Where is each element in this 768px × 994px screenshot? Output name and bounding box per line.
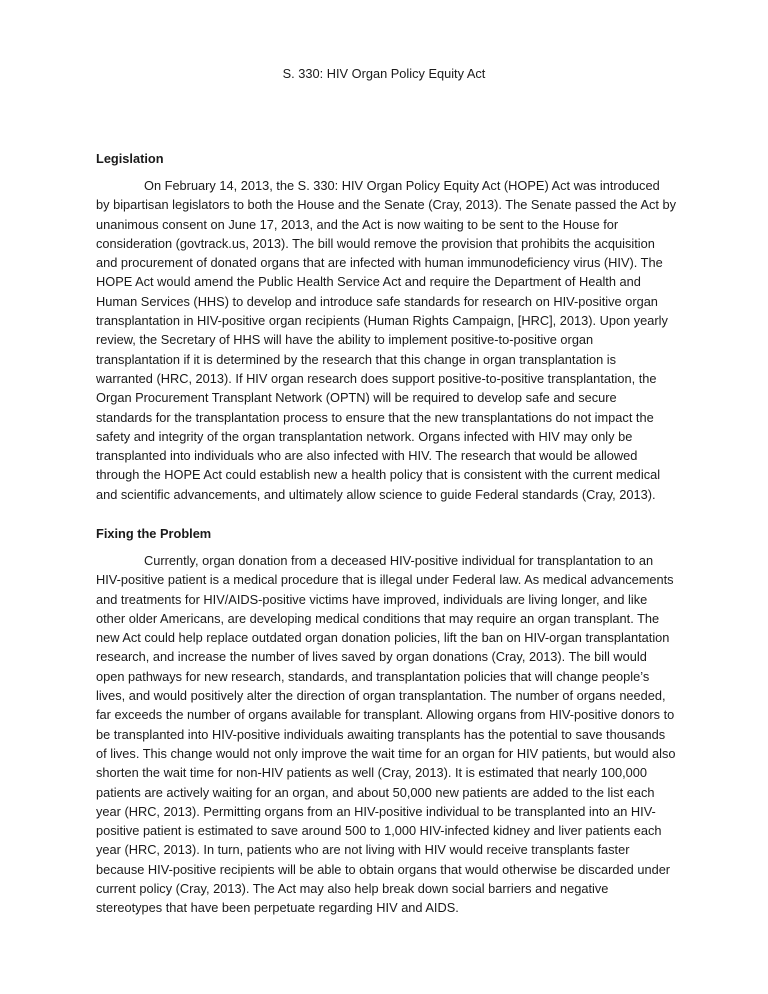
section-heading-legislation: Legislation	[96, 151, 164, 166]
section-body-fixing-the-problem: Currently, organ donation from a deceased HIV-positive individual for transplantation to an HIV-positive patient is a medical procedure that is illegal under Federal law. As medical advancements and treatments for HIV/AIDS-positive victims have improved, individuals are living longer, and like other older Americans, are developing medical conditions that may require an organ transplant. The new Act could help replace outdated organ donation policies, lift the ban on HIV-organ transplantation research, and increase the number of lives saved by organ donations (Cray, 2013). The bill would open pathways for new research, standards, and transplantation policies that will change people’s lives, and would positively alter the direction of organ transplantation. The number of organs needed, far exceeds the number of organs available for transplant. Allowing organs from HIV-positive donors to be transplanted into HIV-positive individuals awaiting transplants has the potential to save thousands of lives. This change would not only improve the wait time for an organ for HIV patients, but would also shorten the wait time for non-HIV patients as well (Cray, 2013). It is estimated that nearly 100,000 patients are actively waiting for an organ, and about 50,000 new patients are added to the list each year (HRC, 2013). Permitting organs from an HIV-positive individual to be transplanted into an HIV-positive patient is estimated to save around 500 to 1,000 HIV-infected kidney and liver patients each year (HRC, 2013). In turn, patients who are not living with HIV would receive transplants faster because HIV-positive recipients will be able to obtain organs that would otherwise be discarded under current policy (Cray, 2013). The Act may also help break down social barriers and negative stereotypes that have been perpetuate regarding HIV and AIDS.	[96, 553, 676, 916]
section-heading-fixing-the-problem: Fixing the Problem	[96, 526, 212, 541]
section-body-legislation: On February 14, 2013, the S. 330: HIV Organ Policy Equity Act (HOPE) Act was introduced by bipartisan legislators to both the House and the Senate (Cray, 2013). The Senate passed the Act by unanimous consent on June 17, 2013, and the Act is now waiting to be sent to the House for consideration (govtrack.us, 2013). The bill would remove the provision that prohibits the acquisition and procurement of donated organs that are infected with human immunodeficiency virus (HIV). The HOPE Act would amend the Public Health Service Act and require the Department of Health and Human Services (HHS) to develop and introduce safe standards for research on HIV-positive organ transplantation in HIV-positive organ recipients (Human Rights Campaign, [HRC], 2013). Upon yearly review, the Secretary of HHS will have the ability to implement positive-to-positive organ transplantation if it is determined by the research that this change in organ transplantation is warranted (HRC, 2013). If HIV organ research does support positive-to-positive transplantation, the Organ Procurement Transplant Network (OPTN) will be required to develop safe and secure standards for the transplantation process to ensure that the new transplantations do not impact the safety and integrity of the organ transplantation network. Organs infected with HIV may only be transplanted into individuals who are also infected with HIV. The research that would be allowed through the HOPE Act could establish new a health policy that is consistent with the current medical and scientific advancements, and ultimately allow science to guide Federal standards (Cray, 2013).	[96, 178, 677, 502]
page-title: S. 330: HIV Organ Policy Equity Act	[282, 66, 486, 81]
